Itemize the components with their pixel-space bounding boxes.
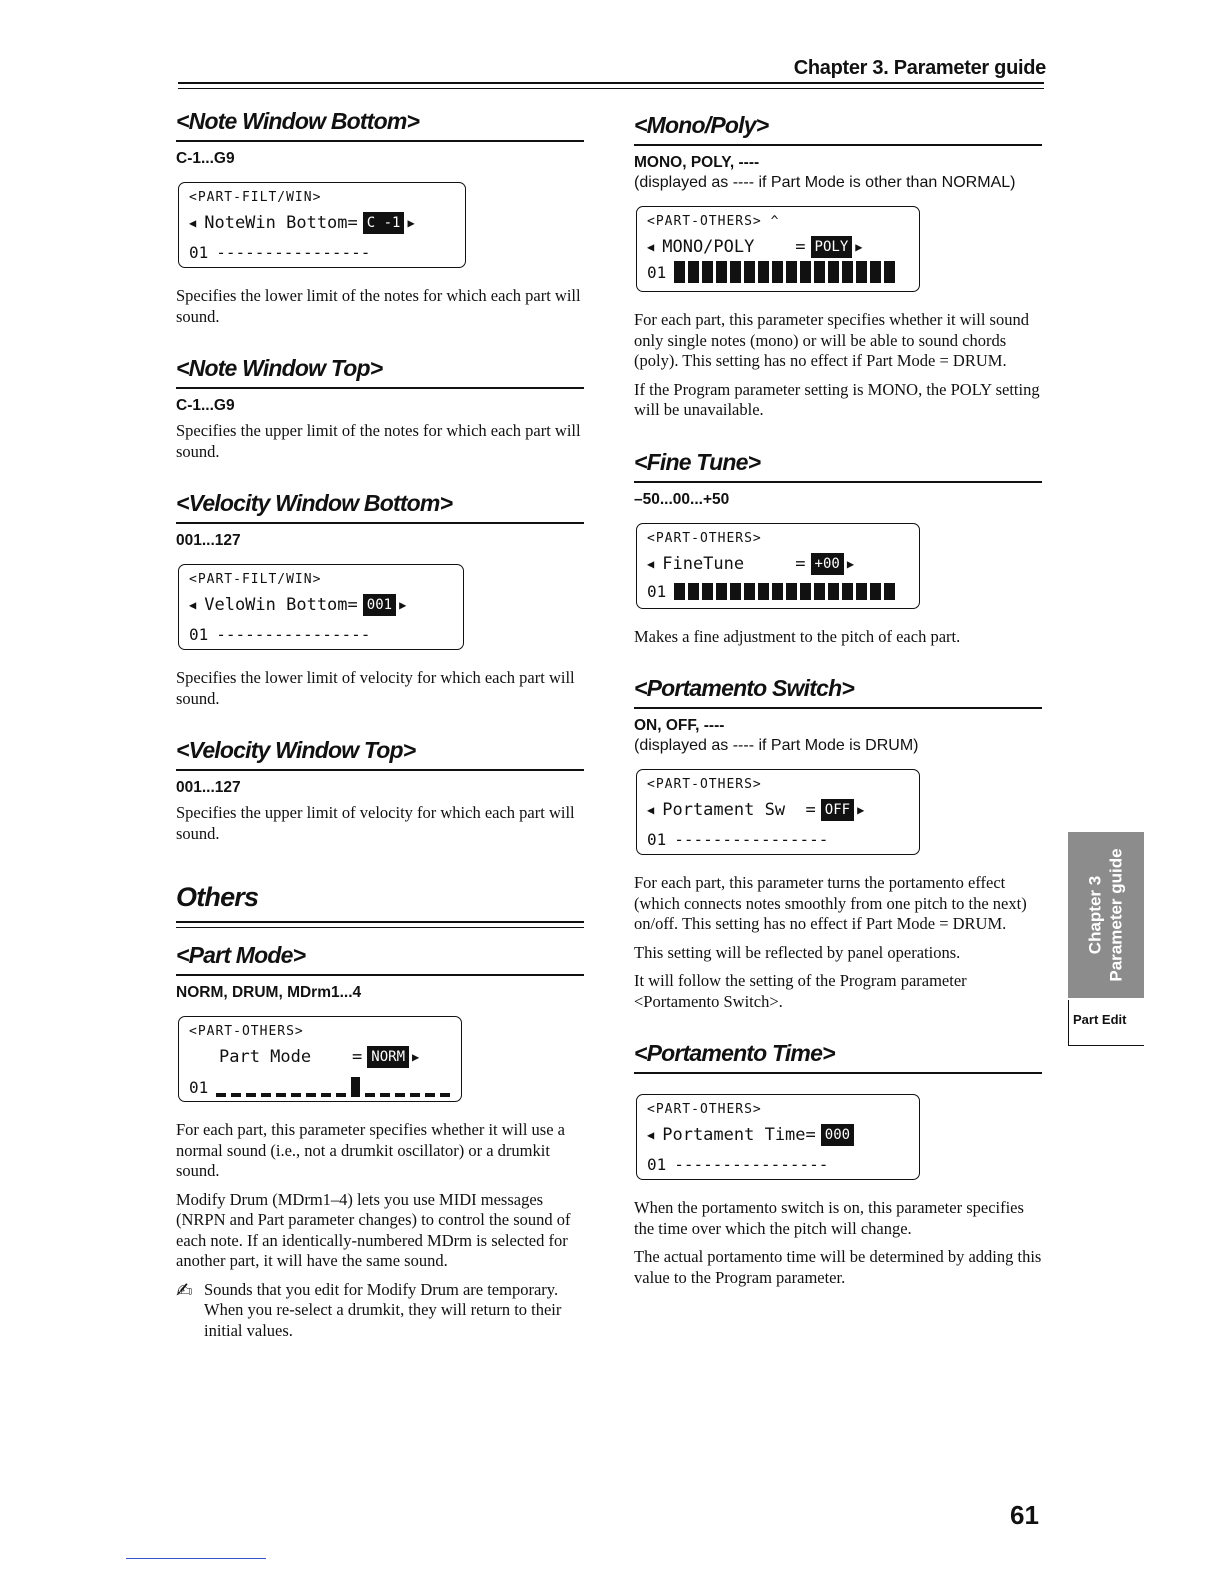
right-column — [634, 112, 1042, 1296]
range-note: (displayed as ---- if Part Mode is DRUM) — [634, 737, 919, 754]
page-number: 61 — [1010, 1500, 1039, 1530]
description: Specifies the lower limit of velocity for which each part will sound. — [176, 668, 575, 708]
range: C-1...G9 — [176, 150, 235, 167]
section-title-portamento-time: <Portamento Time> — [634, 1040, 1042, 1074]
left-arrow-icon: ◀ — [647, 803, 655, 817]
others-heading: Others — [176, 882, 259, 912]
lcd-display-fine-tune — [636, 523, 920, 609]
lcd-part-line — [189, 625, 370, 644]
range: 001...127 — [176, 779, 241, 796]
lcd-label: Portament Time= — [662, 1125, 816, 1145]
lcd-display-portamento-switch — [636, 769, 920, 855]
lcd-part-number: 01 — [647, 1155, 667, 1174]
range: C-1...G9 — [176, 397, 235, 414]
range: ON, OFF, ---- — [634, 717, 725, 734]
lcd-part-number: 01 — [647, 262, 667, 282]
left-column — [176, 108, 584, 1341]
header-rule-thin — [178, 88, 1044, 89]
lcd-page-title: <PART-OTHERS> ^ — [647, 214, 780, 229]
right-arrow-icon: ▶ — [846, 556, 855, 571]
lcd-part-bars — [674, 583, 895, 600]
lcd-display-note-window-bottom — [178, 182, 466, 268]
section-tab-part-edit — [1068, 1000, 1144, 1046]
lcd-value: NORM — [368, 1047, 408, 1067]
right-arrow-icon: ▶ — [407, 216, 415, 230]
lcd-parameter-line — [219, 1047, 419, 1067]
lcd-part-dashes: ---------------- — [216, 625, 371, 644]
lcd-display-portamento-time — [636, 1094, 920, 1180]
lcd-label: NoteWin Bottom= — [204, 213, 358, 233]
lcd-part-number: 01 — [647, 830, 667, 849]
left-arrow-icon: ◀ — [189, 216, 197, 230]
range: NORM, DRUM, MDrm1...4 — [176, 984, 362, 1001]
header-rule — [178, 82, 1044, 84]
tab-sub-label: Part Edit — [1073, 1012, 1127, 1027]
lcd-part-bars — [674, 261, 895, 283]
lcd-part-mode-map — [216, 1077, 450, 1097]
description: This setting will be reflected by panel operations. — [634, 942, 961, 962]
right-arrow-icon: ▶ — [857, 803, 865, 817]
lcd-label: Part Mode = — [219, 1047, 363, 1067]
lcd-display-velocity-window-bottom — [178, 564, 464, 650]
description: Makes a fine adjustment to the pitch of each part. — [634, 626, 961, 646]
description: Specifies the lower limit of the notes for which each part will sound. — [176, 286, 581, 326]
section-title-fine-tune: <Fine Tune> — [634, 449, 1042, 483]
others-rule — [176, 921, 584, 923]
footer-line — [126, 1558, 266, 1559]
lcd-part-line — [189, 243, 370, 262]
range: –50...00...+50 — [634, 490, 730, 508]
lcd-page-title: <PART-OTHERS> — [647, 1102, 762, 1117]
lcd-display-mono-poly — [636, 206, 920, 292]
left-arrow-icon: ◀ — [189, 598, 197, 612]
description: Specifies the upper limit of the notes for which each part will sound. — [176, 421, 581, 461]
lcd-label: MONO/POLY = — [662, 237, 806, 257]
lcd-value: POLY — [812, 237, 852, 257]
left-arrow-icon: ◀ — [647, 556, 655, 571]
section-title-part-mode: <Part Mode> — [176, 942, 584, 976]
range: MONO, POLY, ---- — [634, 154, 760, 171]
section-title-note-window-top: <Note Window Top> — [176, 355, 584, 389]
lcd-display-part-mode — [178, 1016, 462, 1102]
description: For each part, this parameter specifies whether it will use a normal sound (i.e., not a drumkit oscillator) or a drumkit sound. — [176, 1120, 565, 1180]
left-arrow-icon: ◀ — [647, 240, 655, 254]
lcd-parameter-line — [189, 595, 406, 615]
description: It will follow the setting of the Program parameter <Portamento Switch>. — [634, 971, 967, 1011]
lcd-part-dashes: ---------------- — [674, 1155, 829, 1174]
lcd-page-title: <PART-OTHERS> — [647, 530, 762, 546]
description: If the Program parameter setting is MONO, the POLY setting will be unavailable. — [634, 379, 1040, 419]
description: When the portamento switch is on, this parameter specifies the time over which the pitch will change. — [634, 1198, 1024, 1238]
lcd-part-number: 01 — [189, 243, 209, 262]
lcd-part-line — [647, 1155, 828, 1174]
tab-guide-label: Parameter guide — [1107, 848, 1127, 982]
lcd-parameter-line — [647, 554, 854, 574]
description: For each part, this parameter specifies whether it will sound only single notes (mono) or will be able to sound chords (poly). This setting has no effect if Part Mode = DRUM. — [634, 310, 1029, 370]
section-title-velocity-window-top: <Velocity Window Top> — [176, 737, 584, 771]
lcd-page-title: <PART-FILT/WIN> — [189, 572, 322, 587]
lcd-label: Portament Sw = — [662, 800, 816, 820]
right-arrow-icon: ▶ — [855, 240, 863, 254]
lcd-part-number: 01 — [189, 625, 209, 644]
lcd-parameter-line — [647, 1125, 853, 1145]
section-title-portamento-switch: <Portamento Switch> — [634, 675, 1042, 709]
lcd-parameter-line — [189, 213, 415, 233]
lcd-parameter-line — [647, 237, 862, 257]
others-rule-thin — [176, 927, 584, 928]
lcd-label: FineTune = — [662, 553, 806, 574]
lcd-value: OFF — [822, 800, 853, 820]
lcd-page-title: <PART-FILT/WIN> — [189, 190, 322, 205]
chapter-side-tab — [1068, 832, 1144, 998]
range-note: (displayed as ---- if Part Mode is other than NORMAL) — [634, 174, 1016, 191]
lcd-part-line — [647, 830, 828, 849]
lcd-value: +00 — [812, 554, 843, 574]
lcd-part-line — [647, 261, 895, 283]
right-arrow-icon: ▶ — [399, 598, 407, 612]
lcd-value: 000 — [822, 1125, 853, 1145]
chapter-header: Chapter 3. Parameter guide — [793, 57, 1046, 79]
tab-chapter-label: Chapter 3 — [1086, 875, 1106, 955]
lcd-part-dashes: ---------------- — [674, 830, 829, 849]
section-title-note-window-bottom: <Note Window Bottom> — [176, 108, 584, 142]
lcd-page-title: <PART-OTHERS> — [647, 777, 762, 792]
right-arrow-icon: ▶ — [412, 1050, 420, 1064]
note-callout — [176, 1277, 584, 1342]
section-title-mono-poly: <Mono/Poly> — [634, 112, 1042, 146]
description: Modify Drum (MDrm1–4) lets you use MIDI messages (NRPN and Part parameter changes) to control the sound of each note. If an identically-numbered MDrm is selected for another part, it will have the same sound. — [176, 1189, 571, 1270]
lcd-part-number: 01 — [647, 581, 667, 601]
description: For each part, this parameter turns the portamento effect (which connects notes smoothly from one pitch to the next) on/off. This setting has no effect if Part Mode = DRUM. — [634, 873, 1027, 933]
description: The actual portamento time will be determined by adding this value to the Program parameter. — [634, 1247, 1042, 1287]
lcd-parameter-line — [647, 800, 864, 820]
pen-note-icon: ✍ — [176, 1277, 193, 1302]
lcd-part-line — [189, 1077, 450, 1097]
note-text: Sounds that you edit for Modify Drum are temporary. When you re-select a drumkit, they will return to their initial values. — [204, 1279, 562, 1340]
lcd-label: VeloWin Bottom= — [204, 595, 358, 615]
section-title-velocity-window-bottom: <Velocity Window Bottom> — [176, 490, 584, 524]
lcd-value: 001 — [364, 595, 395, 615]
left-arrow-icon: ◀ — [647, 1128, 655, 1142]
description: Specifies the upper limit of velocity for which each part will sound. — [176, 803, 575, 843]
range: 001...127 — [176, 532, 241, 549]
lcd-part-number: 01 — [189, 1077, 209, 1097]
lcd-page-title: <PART-OTHERS> — [189, 1024, 304, 1039]
lcd-value: C -1 — [364, 213, 404, 233]
lcd-part-dashes: ---------------- — [216, 243, 371, 262]
lcd-part-line — [647, 582, 895, 601]
